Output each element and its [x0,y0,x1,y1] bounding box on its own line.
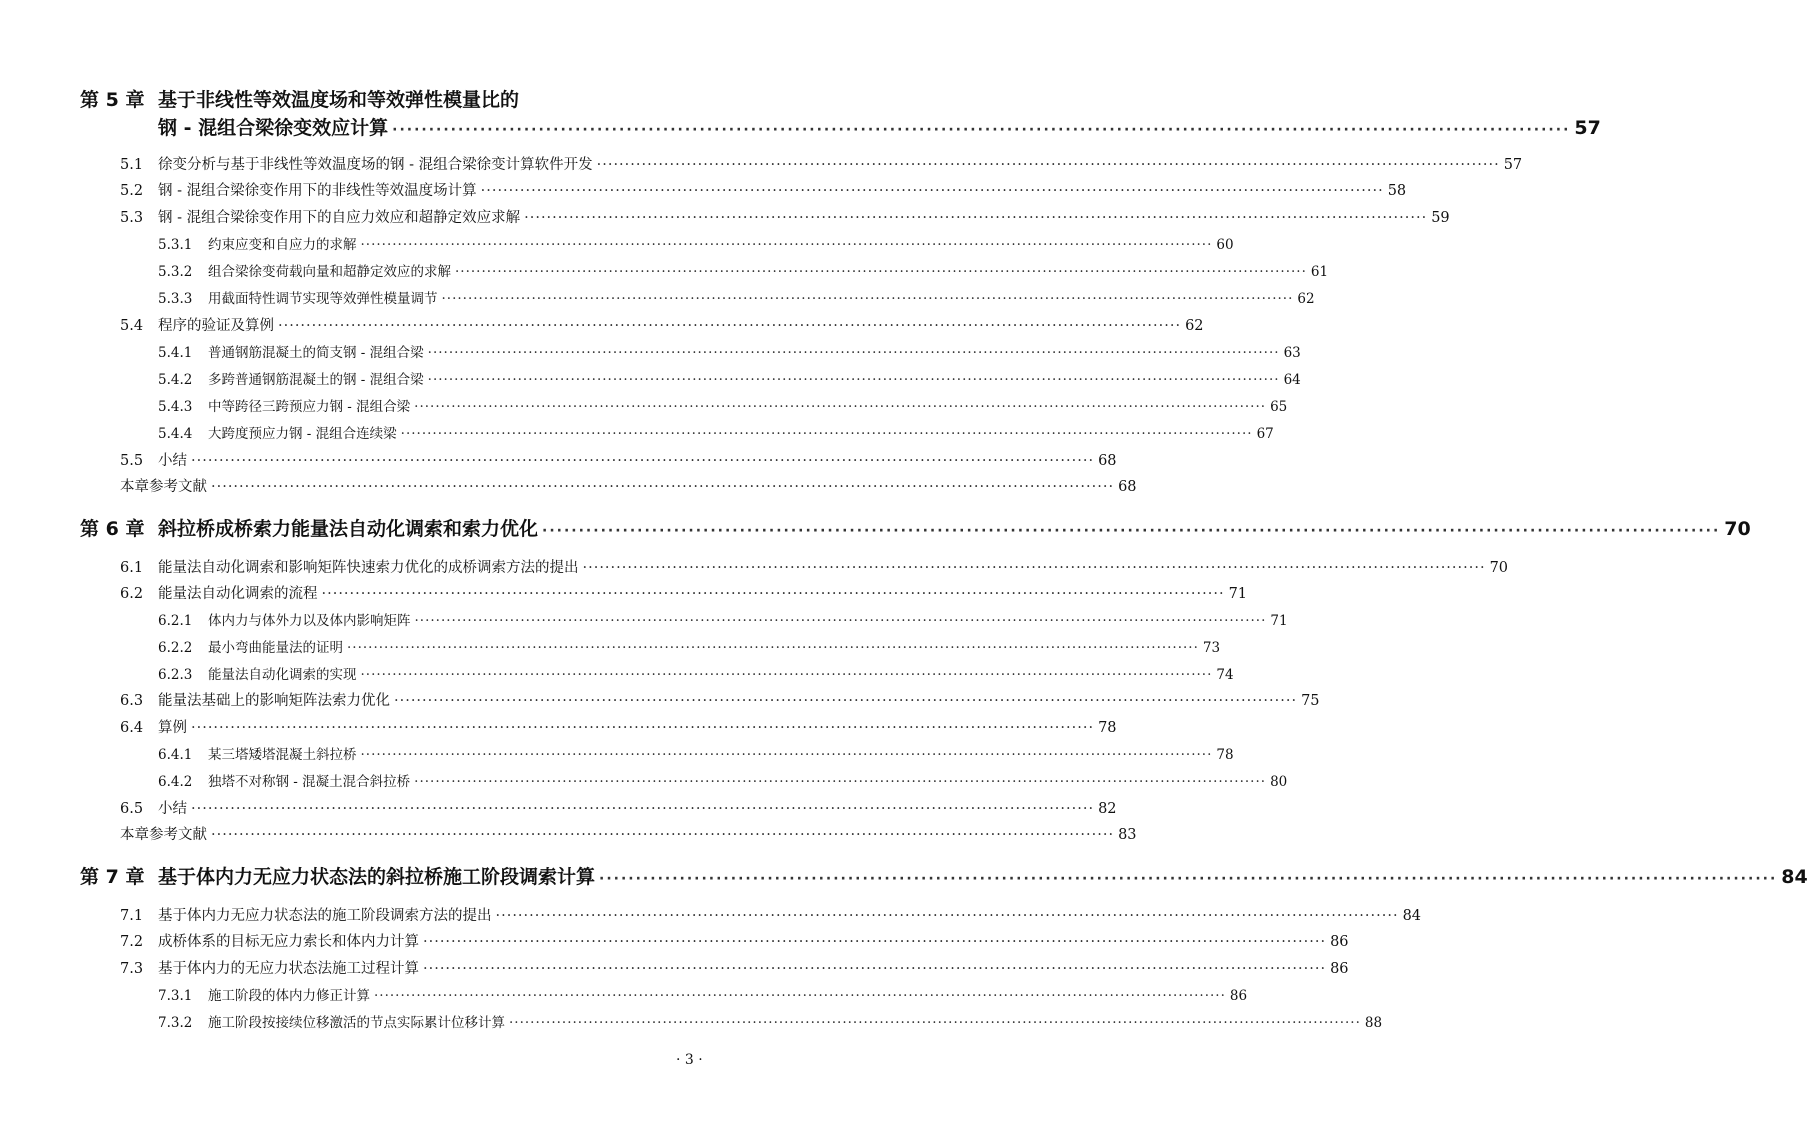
dot-leader [361,747,1213,763]
toc-entry[interactable] [120,206,1450,227]
toc-entry[interactable] [158,287,1315,307]
toc-entry[interactable] [158,341,1301,361]
dot-leader [415,613,1267,629]
dot-leader [583,560,1486,576]
page-number: 59 [1431,210,1450,226]
entry-title: 基于体内力无应力状态法的施工阶段调索方法的提出 [158,908,492,924]
subsection-number: 5.4.4 [158,426,193,442]
entry-title: 能量法自动化调索的实现 [208,667,357,683]
toc-entry[interactable] [120,957,1349,978]
section-number: 5.2 [120,183,144,199]
toc-entry[interactable] [158,743,1234,763]
toc-entry[interactable] [158,1011,1383,1031]
dot-leader [428,372,1280,388]
dot-leader [211,827,1114,843]
entry-title: 徐变分析与基于非线性等效温度场的钢 - 混组合梁徐变计算软件开发 [158,157,593,173]
toc-entry[interactable] [158,368,1301,388]
section-number: 6.3 [120,693,144,709]
dot-leader [428,345,1280,361]
section-number: 5.1 [120,157,144,173]
page-number: 62 [1297,291,1315,307]
page-number: 60 [1216,237,1234,253]
dot-leader [191,720,1094,736]
dot-leader [191,453,1094,469]
subsection-number: 6.4.1 [158,747,193,763]
toc-entry[interactable] [120,449,1117,470]
section-number: 6.2 [120,586,144,602]
dot-leader [599,871,1777,887]
subsection-number: 7.3.2 [158,1015,193,1031]
toc-entry[interactable] [158,770,1288,790]
toc-entry[interactable] [120,582,1248,603]
page-number: 84 [1781,866,1808,888]
toc-entry[interactable] [158,233,1234,253]
page-number: 84 [1402,908,1422,924]
dot-leader [414,399,1266,415]
page-number: 67 [1256,426,1274,442]
entry-title: 算例 [158,720,187,736]
chapter-title: 基于体内力无应力状态法的斜拉桥施工阶段调索计算 [158,866,596,888]
page-number: 71 [1228,586,1248,602]
entry-title: 用截面特性调节实现等效弹性模量调节 [208,291,438,307]
entry-title: 能量法基础上的影响矩阵法索力优化 [158,693,390,709]
dot-leader [322,586,1225,602]
chapter-title: 基于非线性等效温度场和等效弹性模量比的 [158,89,520,111]
entry-title: 本章参考文献 [120,479,207,495]
page-number: 75 [1301,693,1320,709]
toc-entry[interactable] [158,636,1221,656]
toc-entry[interactable] [120,179,1407,200]
page-number: 71 [1270,613,1288,629]
page-number: 57 [1574,117,1601,139]
section-number: 6.5 [120,801,144,817]
entry-title: 能量法自动化调索的流程 [158,586,318,602]
dot-leader [278,318,1181,334]
section-number: 6.1 [120,560,144,576]
entry-title: 体内力与体外力以及体内影响矩阵 [208,613,411,629]
section-number: 5.3 [120,210,144,226]
section-number: 7.3 [120,961,144,977]
entry-title: 基于体内力的无应力状态法施工过程计算 [158,961,419,977]
chapter-5-heading [80,85,519,112]
page-number: 88 [1364,1015,1383,1031]
chapter-number: 第 7 章 [80,866,145,888]
page-number: 58 [1387,183,1407,199]
toc-entry[interactable] [158,260,1329,280]
subsection-number: 5.4.3 [158,399,193,415]
folio-page-number: · 3 · [676,1052,703,1068]
page-number: 73 [1202,640,1221,656]
entry-title: 本章参考文献 [120,827,207,843]
entry-title: 约束应变和自应力的求解 [208,237,357,253]
section-number: 7.2 [120,934,144,950]
toc-entry[interactable] [120,314,1204,335]
page-number: 82 [1098,801,1117,817]
toc-entry[interactable] [120,930,1349,951]
dot-leader [597,157,1500,173]
page-number: 78 [1098,720,1117,736]
subsection-number: 6.4.2 [158,774,193,790]
entry-title: 中等跨径三跨预应力钢 - 混组合梁 [208,399,411,415]
subsection-number: 5.3.1 [158,237,193,253]
toc-entry[interactable] [120,797,1117,818]
dot-leader [423,961,1326,977]
toc-entry[interactable] [120,556,1509,577]
subsection-number: 5.3.2 [158,264,193,280]
page-number: 68 [1118,479,1137,495]
page-number: 83 [1118,827,1137,843]
page-number: 64 [1283,372,1301,388]
chapter-7-heading[interactable] [80,862,1808,889]
entry-title: 小结 [158,801,187,817]
dot-leader [361,667,1213,683]
entry-title: 普通钢筋混凝土的简支钢 - 混组合梁 [208,345,424,361]
subsection-number: 6.2.1 [158,613,193,629]
chapter-number: 第 5 章 [80,89,145,111]
subsection-number: 7.3.1 [158,988,193,1004]
dot-leader [211,479,1114,495]
dot-leader [481,183,1384,199]
section-number: 5.4 [120,318,144,334]
entry-title: 成桥体系的目标无应力索长和体内力计算 [158,934,419,950]
page-number: 86 [1330,934,1349,950]
dot-leader [374,988,1226,1004]
dot-leader [361,237,1213,253]
dot-leader [509,1015,1361,1031]
chapter-number: 第 6 章 [80,518,145,540]
toc-entry[interactable] [158,984,1248,1004]
chapter-5-title-line2[interactable] [158,113,1601,140]
page-number: 80 [1270,774,1288,790]
page-number: 78 [1216,747,1234,763]
entry-title: 能量法自动化调索和影响矩阵快速索力优化的成桥调索方法的提出 [158,560,579,576]
subsection-number: 6.2.3 [158,667,193,683]
subsection-number: 6.2.2 [158,640,193,656]
page-number: 65 [1270,399,1288,415]
toc-entry[interactable] [120,716,1117,737]
chapter-title: 钢 - 混组合梁徐变效应计算 [158,117,389,139]
dot-leader [423,934,1326,950]
dot-leader [524,210,1427,226]
toc-entry[interactable] [120,689,1320,710]
page-number: 62 [1185,318,1204,334]
page-number: 70 [1724,518,1751,540]
toc-entry[interactable] [158,395,1288,415]
entry-title: 程序的验证及算例 [158,318,274,334]
dot-leader [347,640,1199,656]
entry-title: 独塔不对称钢 - 混凝土混合斜拉桥 [208,774,411,790]
section-number: 6.4 [120,720,144,736]
page-number: 63 [1283,345,1301,361]
dot-leader [401,426,1253,442]
toc-entry[interactable] [158,663,1234,683]
section-number: 5.5 [120,453,144,469]
entry-title: 施工阶段的体内力修正计算 [208,988,370,1004]
subsection-number: 5.4.2 [158,372,193,388]
page-number: 74 [1216,667,1234,683]
entry-title: 钢 - 混组合梁徐变作用下的自应力效应和超静定效应求解 [158,210,521,226]
page-number: 86 [1330,961,1349,977]
toc-entry-references[interactable] [120,475,1137,496]
entry-title: 某三塔矮塔混凝土斜拉桥 [208,747,357,763]
toc-entry[interactable] [120,153,1523,174]
chapter-6-heading[interactable] [80,514,1751,541]
entry-title: 大跨度预应力钢 - 混组合连续梁 [208,426,397,442]
page-number: 86 [1229,988,1248,1004]
page-number: 68 [1098,453,1117,469]
dot-leader [455,264,1307,280]
dot-leader [442,291,1294,307]
page-number: 70 [1489,560,1509,576]
entry-title: 钢 - 混组合梁徐变作用下的非线性等效温度场计算 [158,183,477,199]
page-number: 61 [1310,264,1329,280]
dot-leader [414,774,1266,790]
dot-leader [191,801,1094,817]
subsection-number: 5.3.3 [158,291,193,307]
entry-title: 组合梁徐变荷载向量和超静定效应的求解 [208,264,451,280]
toc-entry[interactable] [158,609,1288,629]
entry-title: 最小弯曲能量法的证明 [208,640,343,656]
dot-leader [496,908,1399,924]
entry-title: 小结 [158,453,187,469]
chapter-title: 斜拉桥成桥索力能量法自动化调索和索力优化 [158,518,539,540]
dot-leader [542,523,1720,539]
page-number: 57 [1503,157,1523,173]
entry-title: 施工阶段按接续位移激活的节点实际累计位移计算 [208,1015,505,1031]
entry-title: 多跨普通钢筋混凝土的钢 - 混组合梁 [208,372,424,388]
toc-entry[interactable] [158,422,1274,442]
subsection-number: 5.4.1 [158,345,193,361]
dot-leader [392,122,1570,138]
toc-entry[interactable] [120,904,1422,925]
dot-leader [394,693,1297,709]
section-number: 7.1 [120,908,144,924]
toc-entry-references[interactable] [120,823,1137,844]
